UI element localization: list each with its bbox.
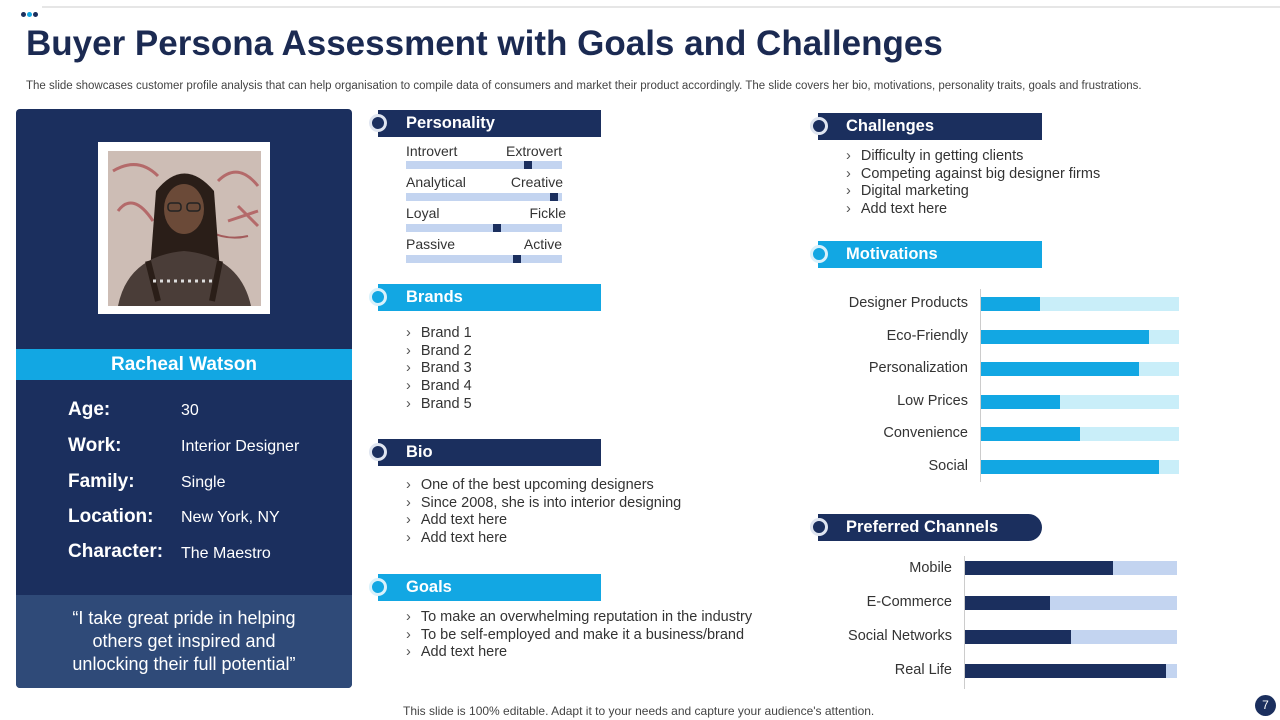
chevron-right-icon: › [406,343,411,359]
fact-label-location: Location: [68,506,154,527]
motivation-bar-fill [981,330,1149,344]
profile-name: Racheal Watson [16,349,352,380]
fact-value-location: New York, NY [181,509,280,526]
motivation-bar-track [981,460,1179,474]
list-item: › Competing against big designer firms [846,166,1101,182]
list-item: › Add text here [406,512,508,528]
motivation-bar-track [981,427,1179,441]
channel-bar-fill [965,596,1050,610]
chevron-right-icon: › [406,360,411,376]
chevron-right-icon: › [406,512,411,528]
fact-value-character: The Maestro [181,545,271,562]
logo-dots [21,4,39,22]
channel-label: E-Commerce [866,594,952,610]
bullet-circle-icon [369,288,387,306]
trait-left-label: Introvert [406,143,458,159]
trait-right-label: Active [523,236,562,252]
fact-value-work: Interior Designer [181,438,300,455]
motivation-bar-track [981,362,1179,376]
profile-photo [108,151,261,306]
list-item: › Brand 3 [406,360,472,376]
bullet-circle-icon [810,245,828,263]
channel-bar-fill [965,664,1166,678]
channel-bar-fill [965,561,1113,575]
chevron-right-icon: › [406,396,411,412]
motivation-label: Personalization [868,360,968,376]
list-item: › Brand 2 [406,343,472,359]
list-item: › Digital marketing [846,183,969,199]
quote-line: “I take great pride in helping [72,608,296,628]
channel-bar-track [965,664,1177,678]
footer-note: This slide is 100% editable. Adapt it to your needs and capture your audience's attention. [403,704,875,718]
channel-label: Real Life [894,662,952,678]
trait-slider [406,255,562,263]
list-item: › One of the best upcoming designers [406,477,654,493]
trait-right-label: Fickle [529,205,566,221]
list-item: › Add text here [846,201,948,217]
chevron-right-icon: › [406,609,411,625]
trait-left-label: Analytical [406,174,466,190]
list-item: › Brand 5 [406,396,472,412]
channel-label: Mobile [909,560,952,576]
trait-slider-marker [524,161,532,169]
trait-left-label: Passive [406,236,456,252]
chevron-right-icon: › [406,325,411,341]
chevron-right-icon: › [846,148,851,164]
section-header-goals: Goals [378,574,601,601]
trait-slider-marker [550,193,558,201]
channel-bar-track [965,630,1177,644]
chevron-right-icon: › [406,644,411,660]
section-header-brands: Brands [378,284,601,311]
section-header-preferred-channels: Preferred Channels [818,514,1042,541]
fact-value-family: Single [181,474,226,491]
chevron-right-icon: › [406,530,411,546]
quote-line: unlocking their full potential” [72,654,296,674]
motivation-label: Social [928,458,968,474]
trait-slider-marker [493,224,501,232]
bullet-circle-icon [810,117,828,135]
page-title: Buyer Persona Assessment with Goals and Challenges [26,24,943,63]
chevron-right-icon: › [846,183,851,199]
top-divider [42,6,1280,8]
trait-right-label: Extrovert [506,143,563,159]
motivation-bar-track [981,297,1179,311]
page-subtitle: The slide showcases customer profile analysis that can help organisation to compile data of consumers and market their product accordingly. The slide covers her bio, motivations, personality traits, goals and frustrations. [26,80,1142,92]
chevron-right-icon: › [406,378,411,394]
chevron-right-icon: › [406,495,411,511]
motivation-label: Designer Products [848,295,968,311]
motivation-bar-track [981,395,1179,409]
channel-bar-track [965,596,1177,610]
trait-slider [406,161,562,169]
motivation-bar-fill [981,427,1080,441]
channel-bar-fill [965,630,1071,644]
motivation-bar-fill [981,297,1040,311]
chevron-right-icon: › [846,166,851,182]
list-item: › Add text here [406,530,508,546]
motivation-label: Low Prices [897,393,968,409]
list-item: › To make an overwhelming reputation in the industry [406,609,753,625]
section-header-personality: Personality [378,110,601,137]
section-header-motivations: Motivations [818,241,1042,268]
bullet-circle-icon [369,578,387,596]
list-item: › Brand 1 [406,325,472,341]
trait-slider-marker [513,255,521,263]
motivation-bar-fill [981,395,1060,409]
fact-label-family: Family: [68,471,135,492]
motivation-bar-fill [981,460,1159,474]
list-item: › To be self-employed and make it a business/brand [406,627,745,643]
fact-label-age: Age: [68,399,111,420]
section-header-bio: Bio [378,439,601,466]
quote-line: others get inspired and [92,631,276,651]
bullet-circle-icon [369,114,387,132]
motivation-label: Convenience [883,425,968,441]
bullet-circle-icon [369,443,387,461]
trait-left-label: Loyal [406,205,440,221]
list-item: › Difficulty in getting clients [846,148,1024,164]
chevron-right-icon: › [406,477,411,493]
channel-label: Social Networks [848,628,952,644]
motivation-bar-fill [981,362,1139,376]
trait-slider [406,224,562,232]
section-header-challenges: Challenges [818,113,1042,140]
page-number: 7 [1255,695,1276,716]
fact-label-character: Character: [68,541,164,562]
list-item: › Since 2008, she is into interior designing [406,495,682,511]
trait-right-label: Creative [510,174,563,190]
channel-bar-track [965,561,1177,575]
list-item: › Add text here [406,644,508,660]
chevron-right-icon: › [406,627,411,643]
profile-quote [16,607,352,676]
fact-value-age: 30 [181,402,199,419]
motivations-axis [980,289,981,482]
chevron-right-icon: › [846,201,851,217]
bullet-circle-icon [810,518,828,536]
list-item: › Brand 4 [406,378,472,394]
fact-label-work: Work: [68,435,122,456]
motivation-bar-track [981,330,1179,344]
trait-slider [406,193,562,201]
motivation-label: Eco-Friendly [886,328,968,344]
